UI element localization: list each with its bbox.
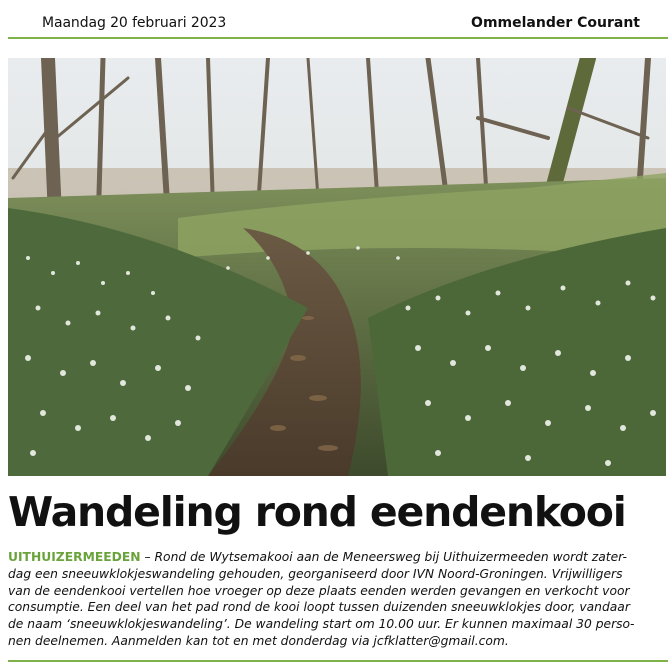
body-line: consumptie. Een deel van het pad rond de kooi loopt tussen duizenden sneeuwklokjes door, vandaar (8, 600, 630, 615)
newspaper-name: Ommelander Courant (471, 15, 640, 31)
header-divider (8, 37, 668, 39)
body-line: de naam ‘sneeuwklokjeswandeling’. De wandeling start om 10.00 uur. Er kunnen maximaal 30 perso- (8, 617, 635, 632)
body-line: van de eendenkooi vertellen hoe vroeger op deze plaats eenden werden gevangen en verkocht voor (8, 583, 630, 598)
footer-divider (8, 660, 668, 662)
article-dateline: UITHUIZERMEEDEN (8, 550, 141, 564)
page-header (8, 10, 662, 36)
body-line: dag een sneeuwklokjeswandeling gehouden, georganiseerd door IVN Noord-Groningen. Vrijwilligers (8, 566, 623, 581)
article-photo (8, 58, 666, 476)
article-body (8, 549, 660, 650)
body-line (8, 549, 660, 566)
body-text: – Rond de Wytsemakooi aan de Meneersweg bij Uithuizermeeden wordt zater- (140, 550, 627, 564)
body-line: nen deelnemen. Aanmelden kan tot en met donderdag via jcfklatter@gmail.com. (8, 633, 509, 648)
article-headline: Wandeling rond eendenkooi (8, 488, 626, 536)
publication-date: Maandag 20 februari 2023 (42, 15, 227, 31)
